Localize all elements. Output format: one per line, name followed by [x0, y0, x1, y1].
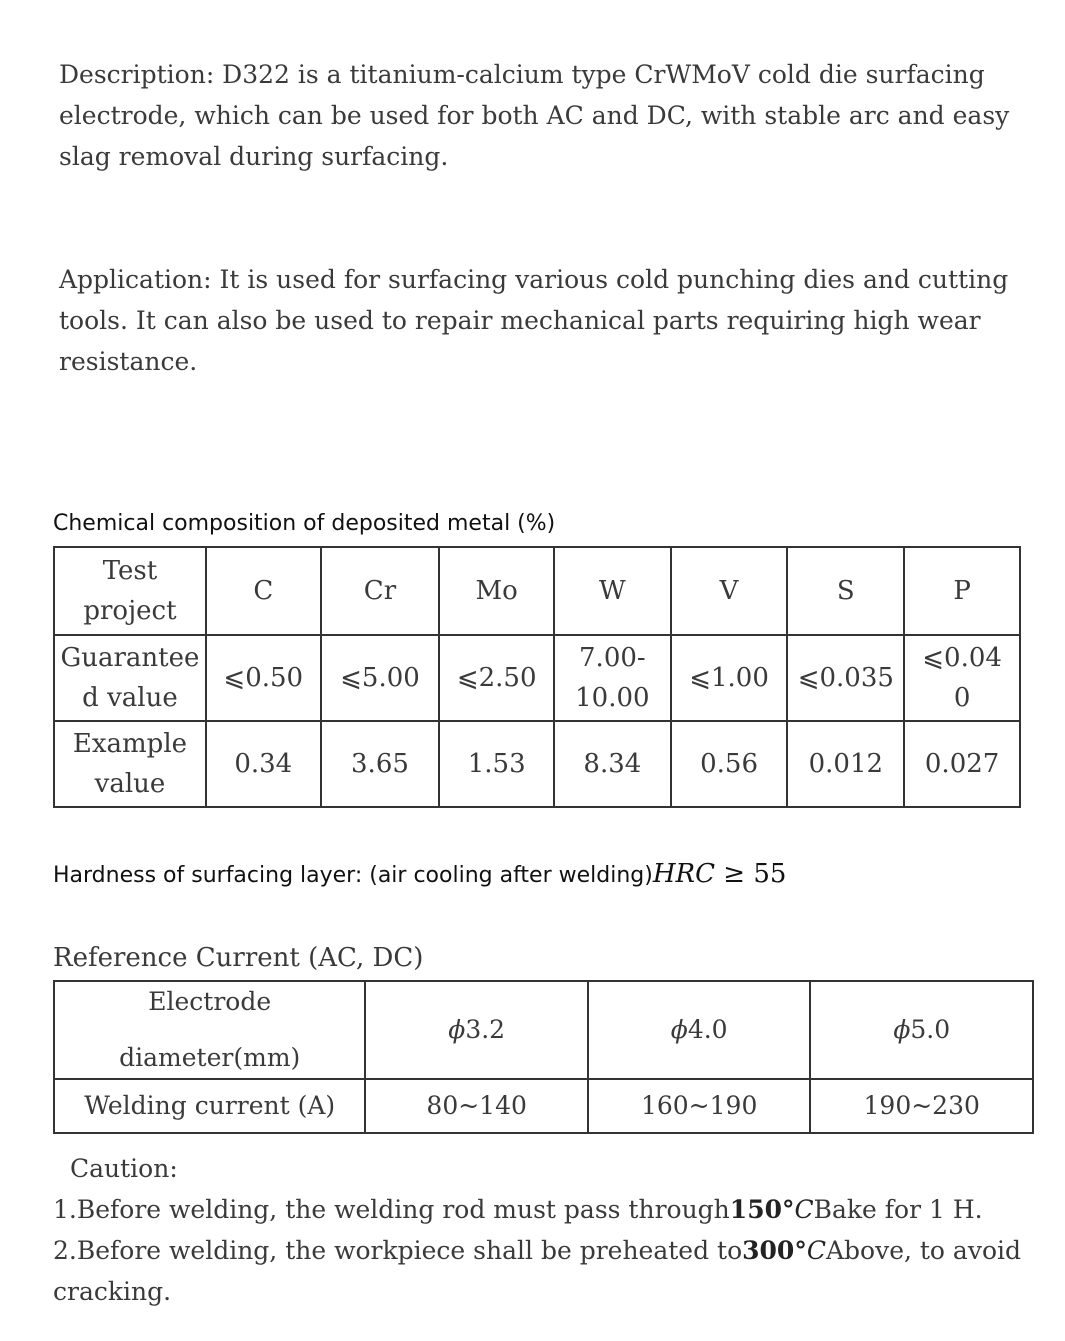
cell-guaranteed-c: ⩽0.50 — [206, 635, 321, 721]
phi-symbol: ϕ — [670, 1015, 688, 1044]
current-cell-3: 190~230 — [810, 1079, 1033, 1133]
diameter-cell-1: ϕ3.2 — [365, 981, 587, 1079]
phi-symbol: ϕ — [448, 1015, 466, 1044]
diameter-row — [54, 981, 1033, 1079]
reference-current-title: Reference Current (AC, DC) — [53, 943, 424, 973]
cell-example-s: 0.012 — [787, 721, 904, 807]
chemical-composition-table — [53, 546, 1021, 808]
column-header-mo: Mo — [439, 547, 554, 635]
column-header-c: C — [206, 547, 321, 635]
cell-example-mo: 1.53 — [439, 721, 554, 807]
row-label-guaranteed-value: Guarantee d value — [54, 635, 206, 721]
table-row-example — [54, 721, 1020, 807]
hardness-formula: HRC ≥ 55 — [652, 859, 787, 889]
column-header-w: W — [554, 547, 671, 635]
welding-current-label: Welding current (A) — [54, 1079, 365, 1133]
cell-guaranteed-p: ⩽0.04 0 — [904, 635, 1020, 721]
diameter-label: Electrode diameter(mm) — [54, 981, 365, 1079]
cell-guaranteed-mo: ⩽2.50 — [439, 635, 554, 721]
cell-example-v: 0.56 — [671, 721, 788, 807]
column-header-p: P — [904, 547, 1020, 635]
caution-item-2: 2.Before welding, the workpiece shall be preheated to300°CAbove, to avoid cracking. — [53, 1236, 1022, 1306]
cell-example-c: 0.34 — [206, 721, 321, 807]
table-row-guaranteed — [54, 635, 1020, 721]
caution-item-1: 1.Before welding, the welding rod must pass through150°CBake for 1 H. — [53, 1195, 983, 1224]
current-cell-1: 80~140 — [365, 1079, 587, 1133]
hardness-label: Hardness of surfacing layer: (air cooling after welding) — [53, 863, 653, 888]
cell-example-p: 0.027 — [904, 721, 1020, 807]
column-header-v: V — [671, 547, 788, 635]
hardness-line — [53, 859, 786, 889]
diameter-cell-3: ϕ5.0 — [810, 981, 1033, 1079]
cell-example-cr: 3.65 — [321, 721, 440, 807]
chemical-composition-title: Chemical composition of deposited metal (%) — [53, 511, 556, 536]
cell-guaranteed-v: ⩽1.00 — [671, 635, 788, 721]
description-paragraph: Description: D322 is a titanium-calcium type CrWMoV cold die surfacing electrode, which can be used for both AC and DC, with stable arc and easy slag removal during surfacing. — [59, 60, 1010, 171]
cell-guaranteed-w: 7.00- 10.00 — [554, 635, 671, 721]
caution-title: Caution: — [70, 1154, 178, 1183]
table-header-row — [54, 547, 1020, 635]
current-row — [54, 1079, 1033, 1133]
column-header-cr: Cr — [321, 547, 440, 635]
column-header-s: S — [787, 547, 904, 635]
cell-example-w: 8.34 — [554, 721, 671, 807]
application-paragraph: Application: It is used for surfacing various cold punching dies and cutting tools. It can also be used to repair mechanical parts requiring high wear resistance. — [59, 265, 1009, 376]
reference-current-table — [53, 980, 1034, 1134]
phi-symbol: ϕ — [893, 1015, 911, 1044]
cell-guaranteed-s: ⩽0.035 — [787, 635, 904, 721]
cell-guaranteed-cr: ⩽5.00 — [321, 635, 440, 721]
row-label-example-value: Example value — [54, 721, 206, 807]
diameter-cell-2: ϕ4.0 — [588, 981, 811, 1079]
caution-block — [53, 1148, 1033, 1312]
current-cell-2: 160~190 — [588, 1079, 811, 1133]
row-label-test-project: Test project — [54, 547, 206, 635]
